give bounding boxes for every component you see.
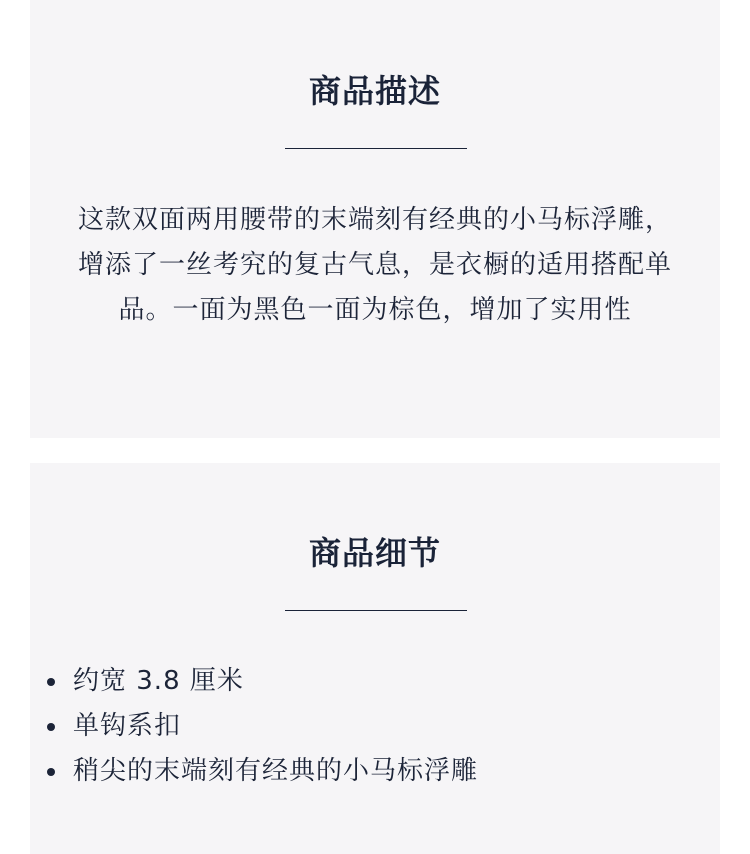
bullet-icon xyxy=(47,678,55,686)
description-section xyxy=(30,0,720,438)
description-text: 这款双面两用腰带的末端刻有经典的小马标浮雕，增添了一丝考究的复古气息，是衣橱的适用搭配单品。一面为黑色一面为棕色，增加了实用性 xyxy=(77,205,672,325)
details-list xyxy=(30,659,478,794)
details-item-text: 约宽 3.8 厘米 xyxy=(73,666,244,696)
details-list-item xyxy=(30,704,478,749)
details-title: 商品细节 xyxy=(308,534,441,572)
details-divider xyxy=(285,610,467,611)
details-list-item xyxy=(30,659,478,704)
details-list-item xyxy=(30,749,478,794)
bullet-icon xyxy=(47,768,55,776)
details-item-text: 单钩系扣 xyxy=(73,711,182,741)
bullet-icon xyxy=(47,723,55,731)
details-item-text: 稍尖的末端刻有经典的小马标浮雕 xyxy=(73,756,479,786)
details-section xyxy=(30,463,720,854)
description-divider xyxy=(285,148,467,149)
description-title: 商品描述 xyxy=(308,72,441,110)
